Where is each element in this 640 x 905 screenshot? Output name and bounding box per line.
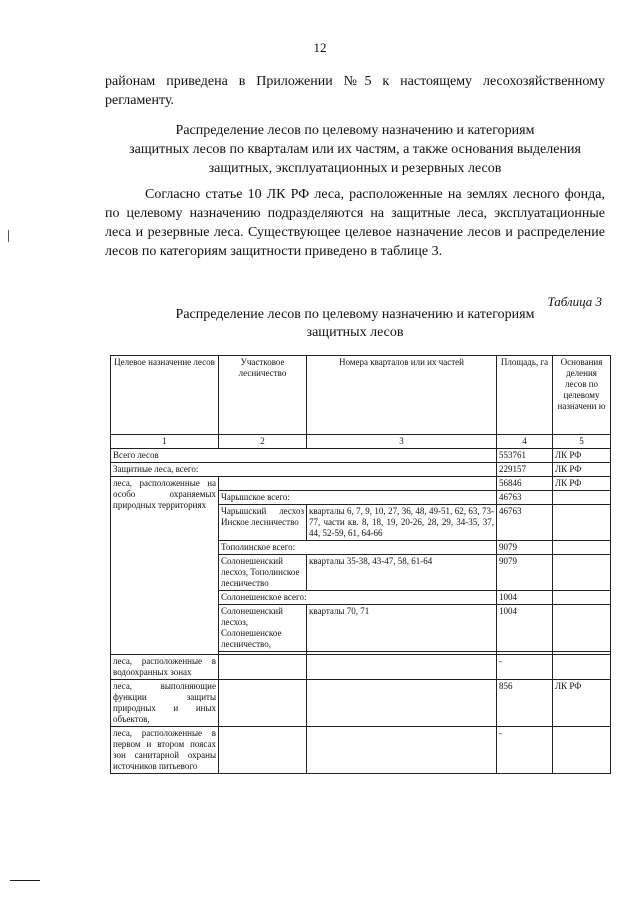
basis-cell: ЛК РФ [553,449,611,463]
basis-cell [553,727,611,774]
table-row [111,727,611,774]
header-cell: Площадь, га [497,356,553,435]
row-label: леса, расположенные в водоохранных зонах [111,655,219,680]
subtotal-label: Чарышское всего: [219,491,497,505]
header-cell: Номера кварталов или их частей [307,356,497,435]
table-row [111,449,611,463]
subtotal-label: Солонешенское всего: [219,591,497,605]
row-label: Защитные леса, всего: [111,463,497,477]
header-cell: Целевое назначение лесов [111,356,219,435]
header-cell: Участковое лесничество [219,356,307,435]
table-row [111,463,611,477]
row-label: леса, расположенные в первом и втором поясах зон санитарной охраны источников питьевого [111,727,219,774]
quarters-cell: кварталы 70, 71 [307,605,497,652]
basis-cell: ЛК РФ [553,680,611,727]
section-heading-line2: защитных лесов по кварталам или их частям, а также основания выделения [129,142,581,157]
column-number: 2 [219,435,307,449]
basis-cell [553,555,611,591]
area-cell: 9079 [497,555,553,591]
row-label: Всего лесов [111,449,497,463]
area-cell: 229157 [497,463,553,477]
area-cell: - [497,655,553,680]
intro-paragraph: районам приведена в Приложении №5 к настоящему лесохозяйственному регламенту. [105,74,605,108]
column-number: 3 [307,435,497,449]
basis-cell [553,655,611,680]
area-cell: 56846 [497,477,553,491]
table-caption-line2: защитных лесов [306,325,404,340]
section-heading-line1: Распределение лесов по целевому назначению и категориям [175,123,535,138]
header-cell: Основания деления лесов по целевому назначени ю [553,356,611,435]
column-number: 5 [553,435,611,449]
table-caption [105,306,605,342]
margin-mark [8,230,9,242]
area-cell: 9079 [497,541,553,555]
column-number-row [111,435,611,449]
forest-distribution-table [110,355,611,774]
basis-cell [553,605,611,652]
table-caption-line1: Распределение лесов по целевому назначению и категориям [175,307,535,322]
body-paragraph: Согласно статье 10 ЛК РФ леса, расположенные на землях лесного фонда, по целевому назначению подразделяются на защитные леса, эксплуатационные леса и резервные леса. Существующее целевое назначение лесов и распределение лесов по категориям защитности приведено в таблице 3. [105,187,605,259]
basis-cell [553,491,611,505]
basis-cell [553,541,611,555]
empty-cell [219,680,307,727]
table-row [111,655,611,680]
column-number: 4 [497,435,553,449]
area-cell: 856 [497,680,553,727]
area-cell: 46763 [497,505,553,541]
area-cell: 46763 [497,491,553,505]
basis-cell: ЛК РФ [553,477,611,491]
forestry-cell: Солонешенский лесхоз, Солонешенское лесничество, [219,605,307,652]
empty-cell [307,680,497,727]
area-cell: 1004 [497,591,553,605]
forestry-cell: Солонешенский лесхоз, Тополинское лесничество [219,555,307,591]
row-label: леса, расположенные на особо охраняемых природных территориях [111,477,219,655]
binding-line [10,880,40,881]
quarters-cell: кварталы 6, 7, 9, 10, 27, 36, 48, 49-51, 62, 63, 73-77, части кв. 8, 18, 19, 20-26, 28, 29, 34-35, 37, 44, 52-59, 61, 64-66 [307,505,497,541]
empty-cell [219,655,307,680]
table-header-row [111,356,611,435]
table-label: Таблица 3 [547,294,602,309]
empty-cell [307,727,497,774]
row-label: леса, выполняющие функции защиты природных и иных объектов, [111,680,219,727]
area-cell: 553761 [497,449,553,463]
section-heading-line3: защитных, эксплуатационных и резервных лесов [208,161,502,176]
basis-cell [553,505,611,541]
table-row [111,680,611,727]
quarters-cell: кварталы 35-38, 43-47, 58, 61-64 [307,555,497,591]
area-cell: 1004 [497,605,553,652]
section-heading [105,121,605,178]
empty-cell [307,655,497,680]
area-cell: - [497,727,553,774]
subtotal-label: Тополинское всего: [219,541,497,555]
page-number: 12 [313,40,327,55]
empty-cell [219,727,307,774]
basis-cell [553,591,611,605]
table-row [111,477,611,491]
forestry-cell: Чарышский лесхоз Инское лесничество [219,505,307,541]
empty-cell [219,477,497,491]
column-number: 1 [111,435,219,449]
basis-cell: ЛК РФ [553,463,611,477]
